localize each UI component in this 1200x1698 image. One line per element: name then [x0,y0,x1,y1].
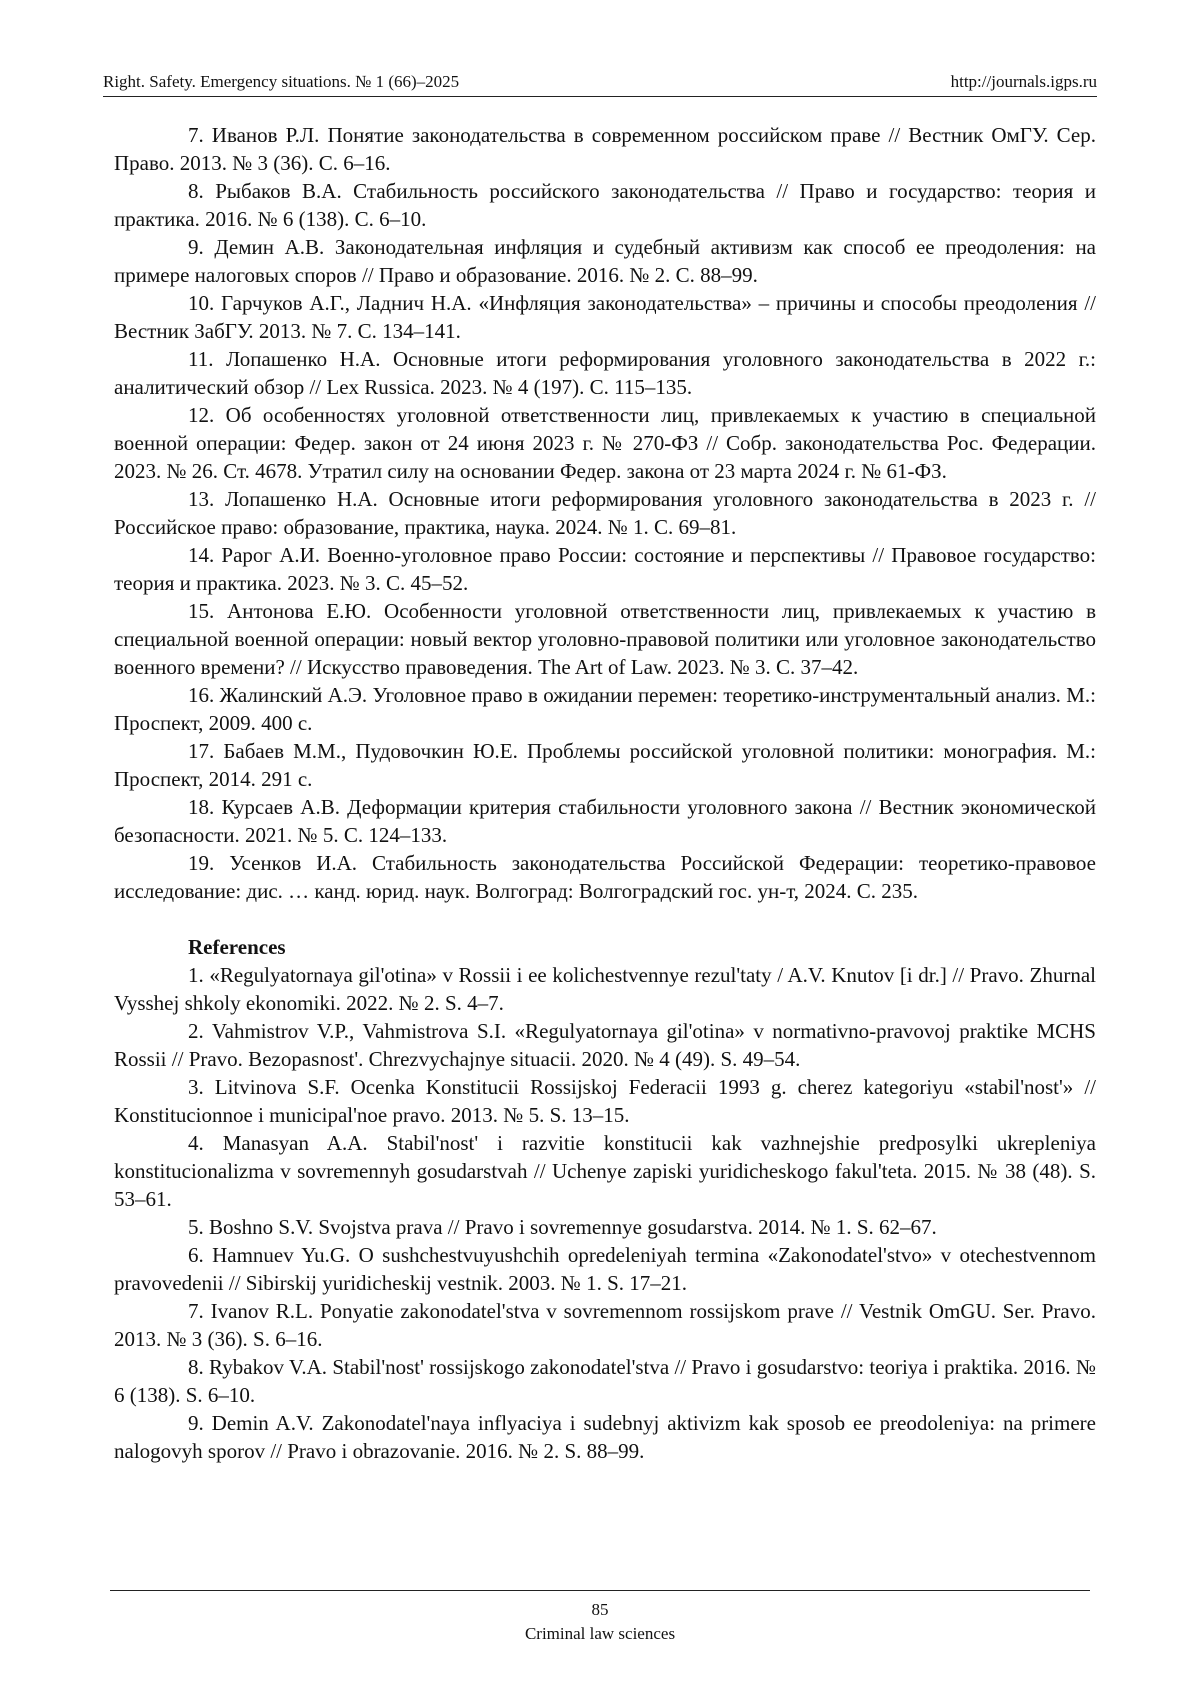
ru-ref-15: 15. Антонова Е.Ю. Особенности уголовной ответственности лиц, привлекаемых к участию в специальной военной операции: новый вектор уголовно-правовой политики или уголовное законодательство военного времени? // Искусство правоведения. The Art of Law. 2023. № 3. С. 37–42. [114,599,1096,679]
journal-url: http://journals.igps.ru [950,72,1097,91]
en-ref-2: 2. Vahmistrov V.P., Vahmistrova S.I. «Regulyatornaya gil'otina» v normativno-pravovoj praktike MCHS Rossii // Pravo. Bezopasnost'. Chrezvychajnye situacii. 2020. № 4 (49). S. 49–54. [114,1019,1096,1071]
en-ref-9: 9. Demin A.V. Zakonodatel'naya inflyaciya i sudebnyj aktivizm kak sposob ee preodoleniya: na primere nalogovyh sporov // Pravo i obrazovanie. 2016. № 2. S. 88–99. [114,1411,1096,1463]
en-ref-1: 1. «Regulyatornaya gil'otina» v Rossii i ee kolichestvennye rezul'taty / A.V. Knutov [i dr.] // Pravo. Zhurnal Vysshej shkoly ekonomiki. 2022. № 2. S. 4–7. [114,963,1096,1015]
page-footer [0,1598,1200,1646]
en-ref-7: 7. Ivanov R.L. Ponyatie zakonodatel'stva v sovremennom rossijskom prave // Vestnik OmGU. Ser. Pravo. 2013. № 3 (36). S. 6–16. [114,1299,1096,1351]
ru-ref-12: 12. Об особенностях уголовной ответственности лиц, привлекаемых к участию в специальной военной операции: Федер. закон от 24 июня 2023 г. № 270-ФЗ // Собр. законодательства Рос. Федерации. 2023. № 26. Ст. 4678. Утратил силу на основании Федер. закона от 23 марта 2024 г. № 61-ФЗ. [114,403,1096,483]
ru-ref-13: 13. Лопашенко Н.А. Основные итоги реформирования уголовного законодательства в 2023 г. // Российское право: образование, практика, наука. 2024. № 1. С. 69–81. [114,487,1096,539]
en-ref-5: 5. Boshno S.V. Svojstva prava // Pravo i sovremennye gosudarstva. 2014. № 1. S. 62–67. [188,1215,937,1239]
footer-divider [110,1590,1090,1591]
ru-ref-9: 9. Демин А.В. Законодательная инфляция и судебный активизм как способ ее преодоления: на примере налоговых споров // Право и образование. 2016. № 2. С. 88–99. [114,235,1096,287]
section-name: Criminal law sciences [524,1624,676,1643]
en-ref-4: 4. Manasyan A.A. Stabil'nost' i razvitie konstitucii kak vazhnejshie predposylki ukrepleniya konstitucionalizma v sovremennyh gosudarstvah // Uchenye zapiski yuridicheskogo fakul'teta. 2015. № 38 (48). S. 53–61. [114,1131,1096,1211]
ru-ref-16: 16. Жалинский А.Э. Уголовное право в ожидании перемен: теоретико-инструментальный анализ. М.: Проспект, 2009. 400 с. [114,683,1096,735]
en-ref-8: 8. Rybakov V.A. Stabil'nost' rossijskogo zakonodatel'stva // Pravo i gosudarstvo: teoriya i praktika. 2016. № 6 (138). S. 6–10. [114,1355,1096,1407]
ru-ref-18: 18. Курсаев А.В. Деформации критерия стабильности уголовного закона // Вестник экономической безопасности. 2021. № 5. С. 124–133. [114,795,1096,847]
journal-title: Right. Safety. Emergency situations. № 1 (66)–2025 [103,72,460,91]
ru-ref-11: 11. Лопашенко Н.А. Основные итоги реформирования уголовного законодательства в 2022 г.: аналитический обзор // Lex Russica. 2023. № 4 (197). С. 115–135. [114,347,1096,399]
reference-list [114,121,1096,1465]
ru-ref-14: 14. Рарог А.И. Военно-уголовное право России: состояние и перспективы // Правовое государство: теория и практика. 2023. № 3. С. 45–52. [114,543,1096,595]
ru-ref-19: 19. Усенков И.А. Стабильность законодательства Российской Федерации: теоретико-правовое исследование: дис. … канд. юрид. наук. Волгоград: Волгоградский гос. ун-т, 2024. С. 235. [114,851,1096,903]
en-ref-3: 3. Litvinova S.F. Ocenka Konstitucii Rossijskoj Federacii 1993 g. cherez kategoriyu «stabil'nost'» // Konstitucionnoe i municipal'noe pravo. 2013. № 5. S. 13–15. [114,1075,1096,1127]
references-heading: References [188,935,286,959]
ru-ref-7: 7. Иванов Р.Л. Понятие законодательства в современном российском праве // Вестник ОмГУ. Сер. Право. 2013. № 3 (36). С. 6–16. [114,123,1096,175]
en-ref-6: 6. Hamnuev Yu.G. O sushchestvuyushchih opredeleniyah termina «Zakonodatel'stvo» v otechestvennom pravovedenii // Sibirskij yuridicheskij vestnik. 2003. № 1. S. 17–21. [114,1243,1096,1295]
ru-ref-8: 8. Рыбаков В.А. Стабильность российского законодательства // Право и государство: теория и практика. 2016. № 6 (138). С. 6–10. [114,179,1096,231]
ru-ref-17: 17. Бабаев М.М., Пудовочкин Ю.Е. Проблемы российской уголовной политики: монография. М.: Проспект, 2014. 291 с. [114,739,1096,791]
ru-ref-10: 10. Гарчуков А.Г., Ладнич Н.А. «Инфляция законодательства» – причины и способы преодоления // Вестник ЗабГУ. 2013. № 7. С. 134–141. [114,291,1096,343]
running-header [103,68,1097,97]
page-number: 85 [591,1600,609,1619]
